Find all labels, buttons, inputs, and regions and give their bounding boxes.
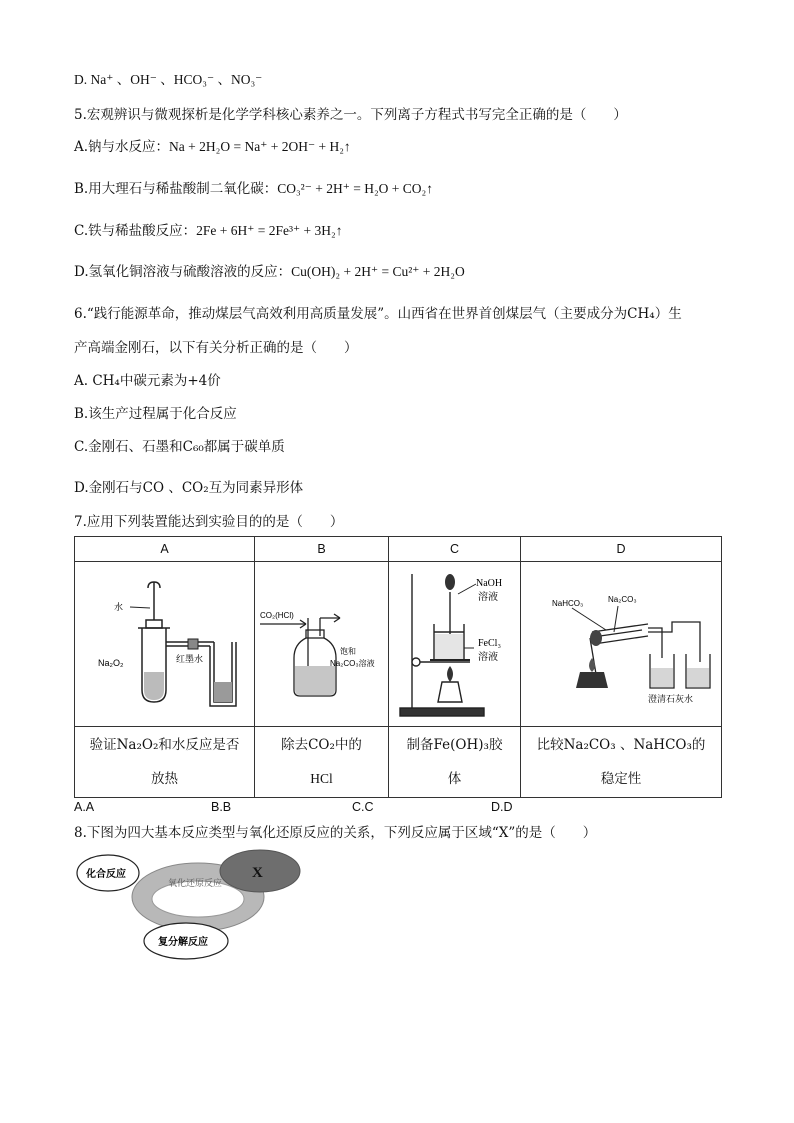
q5-option-a [74,137,351,157]
equation: Cu(OH)₂ + 2H⁺ = Cu²⁺ + 2H₂O [291,264,465,279]
apparatus-c-figure [389,562,521,727]
label-na2co3: Na₂CO₃ [607,595,637,604]
q5-option-c [74,221,343,241]
q4-option-d: D. Na⁺ 、OH⁻ 、HCO₃⁻ 、NO₃⁻ [74,72,263,87]
header-c: C [389,537,521,562]
label-redox: 氧化还原反应 [168,878,223,888]
caption-b: 除去CO₂中的 HCl [255,727,389,798]
q8-stem: 8.下图为四大基本反应类型与氧化还原反应的关系，下列反应属于区域“X”的是（ ） [74,825,597,841]
header-d: D [521,537,722,562]
choice-a[interactable]: A.A [74,800,95,814]
label-fecl3: FeCl₃ [477,638,501,649]
label-fecl3-solution: 溶液 [477,652,498,663]
equation: CO₃²⁻ + 2H⁺ = H₂O + CO₂↑ [277,181,433,196]
equation: 2Fe + 6H⁺ = 2Fe³⁺ + 3H₂↑ [196,223,343,238]
label-limewater: 澄清石灰水 [647,694,693,704]
option-label: C.铁与稀盐酸反应： [74,223,197,239]
carbonate-stability-apparatus [522,562,721,722]
q6-stem-line1: 6.“践行能源革命，推动煤层气高效利用高质量发展”。山西省在世界首创煤层气（主要成分为CH₄）生 [74,306,682,322]
apparatus-d-figure [521,562,722,727]
choice-b[interactable]: B.B [211,800,232,814]
colloid-preparation-apparatus [390,562,520,722]
label-red-ink: 红墨水 [175,654,203,664]
label-na2o2: Na₂O₂ [97,658,123,668]
option-label: B.用大理石与稀盐酸制二氧化碳： [74,181,278,197]
reaction-type-venn-diagram [74,847,314,965]
caption-d: 比较Na₂CO₃ 、NaHCO₃的 稳定性 [521,727,722,798]
q6-stem-line2: 产高端金刚石，以下有关分析正确的是（ ） [74,340,358,356]
q5-option-d [74,262,465,282]
choice-c[interactable]: C.C [352,800,374,814]
header-a: A [75,537,255,562]
label-naoh: NaOH [475,578,502,589]
option-label: D.氢氧化铜溶液与硫酸溶液的反应： [74,264,292,280]
label-water: 水 [113,602,123,612]
na2o2-heat-apparatus [76,562,254,722]
label-co2-hcl: CO₂(HCl) [259,611,294,620]
caption-a: 验证Na₂O₂和水反应是否 放热 [75,727,255,798]
choice-d[interactable]: D.D [491,800,513,814]
apparatus-a-figure [75,562,255,727]
q6-option-d: D.金刚石与CO 、CO₂互为同素异形体 [74,480,304,496]
q5-stem: 5.宏观辨识与微观探析是化学学科核心素养之一。下列离子方程式书写完全正确的是（ ） [74,107,627,123]
label-saturated: 饱和 [339,647,356,656]
option-label: A.钠与水反应： [74,139,170,155]
q6-option-b: B.该生产过程属于化合反应 [74,406,237,422]
gas-washing-bottle [256,562,388,722]
label-combination: 化合反应 [86,869,126,880]
equation: Na + 2H₂O = Na⁺ + 2OH⁻ + H₂↑ [169,139,351,154]
apparatus-b-figure [255,562,389,727]
caption-c: 制备Fe(OH)₃胶 体 [389,727,521,798]
q5-option-b [74,179,433,199]
label-nahco3: NaHCO₃ [551,599,583,608]
label-x-region: X [252,865,263,881]
label-naoh-solution: 溶液 [477,592,498,603]
q6-option-a: A. CH₄中碳元素为+4价 [74,373,221,389]
apparatus-table [74,536,722,798]
q6-option-c: C.金刚石、石墨和C₆₀都属于碳单质 [74,439,285,455]
label-double-decomposition: 复分解反应 [158,937,208,948]
q7-stem: 7.应用下列装置能达到实验目的的是（ ） [74,514,344,530]
label-na2co3-solution: Na₂CO₃溶液 [329,659,375,668]
header-b: B [255,537,389,562]
